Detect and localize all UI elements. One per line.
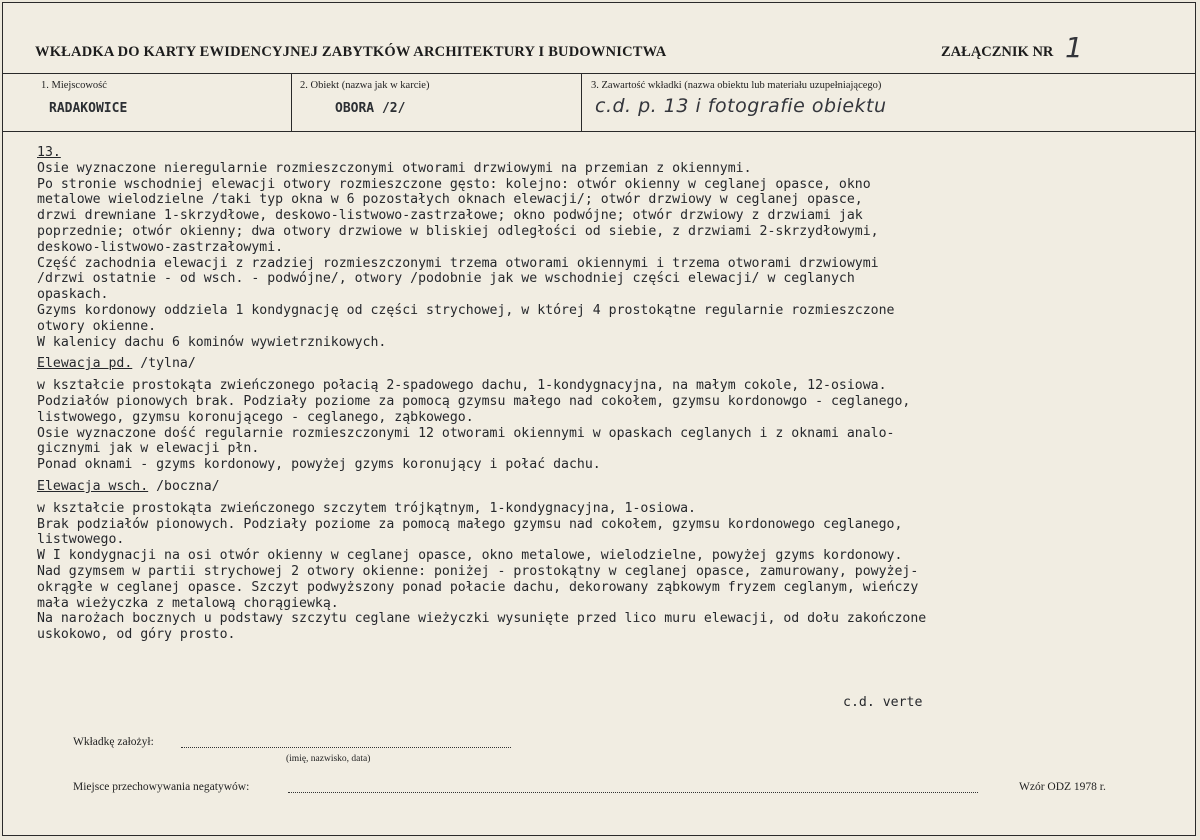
- text-line: Po stronie wschodniej elewacji otwory rozmieszczone gęsto: kolejno: otwór okienny w ceglanej opasce, okno: [37, 176, 871, 192]
- object-label: 2. Obiekt (nazwa jak w karcie): [300, 80, 430, 91]
- section-heading: Elewacja wsch.: [37, 478, 149, 494]
- text-line: Gzyms kordonowy oddziela 1 kondygnację od części strychowej, w której 4 prostokątne regularnie rozmieszczone: [37, 302, 895, 318]
- text-line: 13.: [37, 145, 61, 160]
- locality-value: RADAKOWICE: [49, 101, 128, 116]
- text-line: opaskach.: [37, 287, 109, 303]
- attachment-number: 1: [1065, 31, 1083, 64]
- text-line: metalowe wielodzielne /taki typ okna w 6 pozostałych oknach elewacji/; otwór drzwiowy w ceglanej opasce,: [37, 192, 863, 208]
- locality-label: 1. Miejscowość: [41, 80, 107, 91]
- negatives-label: Miejsce przechowywania negatywów:: [73, 781, 250, 793]
- text-line: Część zachodnia elewacji z rzadziej rozmieszczonymi trzema otworami okiennymi i trzema otworami drzwiowymi: [37, 255, 879, 271]
- text-line: Nad gzymsem w partii strychowej 2 otwory okienne: poniżej - prostokątny w ceglanej opasce, zamurowany, powyżej-: [37, 563, 919, 579]
- card-title: WKŁADKA DO KARTY EWIDENCYJNEJ ZABYTKÓW ARCHITEKTURY I BUDOWNICTWA: [35, 44, 667, 60]
- record-card: [2, 2, 1196, 836]
- form-version: Wzór ODZ 1978 r.: [1019, 781, 1106, 793]
- section-heading-rest: /tylna/: [132, 356, 196, 372]
- continuation-note: c.d. verte: [843, 695, 923, 710]
- description-text: [37, 145, 1187, 643]
- text-line: listwowego.: [37, 532, 125, 548]
- text-line: [37, 479, 1187, 495]
- text-line: [37, 356, 1187, 372]
- text-line: poprzednie; otwór okienny; dwa otwory drzwiowe w bliskiej odległości od siebie, z drzwiami 2-skrzydłowymi,: [37, 223, 879, 239]
- fields-row: [3, 73, 1195, 132]
- text-line: W kalenicy dachu 6 kominów wywietrznikowych.: [37, 334, 387, 350]
- text-line: Osie wyznaczone nieregularnie rozmieszczonymi otworami drzwiowymi na przemian z okiennymi.: [37, 160, 752, 176]
- section-heading: Elewacja pd.: [37, 356, 133, 372]
- content-label: 3. Zawartość wkładki (nazwa obiektu lub materiału uzupełniającego): [591, 80, 882, 91]
- section-heading-rest: /boczna/: [148, 478, 220, 494]
- negatives-line: [288, 792, 978, 793]
- text-line: /drzwi ostatnie - od wsch. - podwójne/, otwory /podobnie jak we wschodniej części elewacji/ w ceglanych: [37, 271, 855, 287]
- object-value: OBORA /2/: [335, 101, 406, 116]
- text-line: Brak podziałów pionowych. Podziały poziome za pomocą małego gzymsu nad cokołem, gzymsu kordonowego ceglanego,: [37, 516, 903, 532]
- text-line: uskokowo, od góry prosto.: [37, 627, 236, 643]
- text-line: w kształcie prostokąta zwieńczonego połacią 2-spadowego dachu, 1-kondygnacyjna, na małym cokole, 12-osiowa.: [37, 378, 887, 394]
- inserted-by-hint: (imię, nazwisko, data): [286, 754, 371, 764]
- object-cell: [291, 73, 582, 131]
- text-line: Osie wyznaczone dość regularnie rozmieszczonymi 12 otworami okiennymi w opaskach ceglanych i z oknami analo-: [37, 425, 895, 441]
- content-cell: [581, 73, 1197, 131]
- text-line: W I kondygnacji na osi otwór okienny w ceglanej opasce, okno metalowe, wielodzielne, powyżej gzyms kordonowy.: [37, 548, 903, 564]
- text-line: w kształcie prostokąta zwieńczonego szczytem trójkątnym, 1-kondygnacyjna, 1-osiowa.: [37, 500, 696, 516]
- text-line: gicznymi jak w elewacji płn.: [37, 441, 260, 457]
- inserted-by-label: Wkładkę założył:: [73, 736, 154, 748]
- text-line: Ponad oknami - gzyms kordonowy, powyżej gzyms koronujący i połać dachu.: [37, 457, 601, 473]
- text-line: listwowego, gzymsu koronującego - ceglanego, ząbkowego.: [37, 409, 474, 425]
- text-line: mała wieżyczka z metalową chorągiewką.: [37, 595, 339, 611]
- inserted-by-line: [181, 747, 511, 748]
- locality-cell: [3, 73, 292, 131]
- text-line: Podziałów pionowych brak. Podziały poziome za pomocą gzymsu małego nad cokołem, gzymsu kordonowgo - ceglanego,: [37, 393, 911, 409]
- text-line: Na narożach bocznych u podstawy szczytu ceglane wieżyczki wysunięte przed lico muru elewacji, od dołu zakończone: [37, 611, 927, 627]
- text-line: otwory okienne.: [37, 318, 157, 334]
- text-line: deskowo-listwowo-zastrzałowymi.: [37, 239, 284, 255]
- attachment-label: ZAŁĄCZNIK NR: [941, 44, 1054, 60]
- card-header: [3, 3, 1195, 74]
- content-value-handwritten: c.d. p. 13 i fotografie obiektu: [595, 95, 887, 117]
- text-line: drzwi drewniane 1-skrzydłowe, deskowo-listwowo-zastrzałowe; okno podwójne; otwór drzwiowy z drzwiami jak: [37, 208, 863, 224]
- text-line: okrągłe w ceglanej opasce. Szczyt podwyższony ponad połacie dachu, dekorowany ząbkowym fryzem ceglanym, wieńczy: [37, 579, 919, 595]
